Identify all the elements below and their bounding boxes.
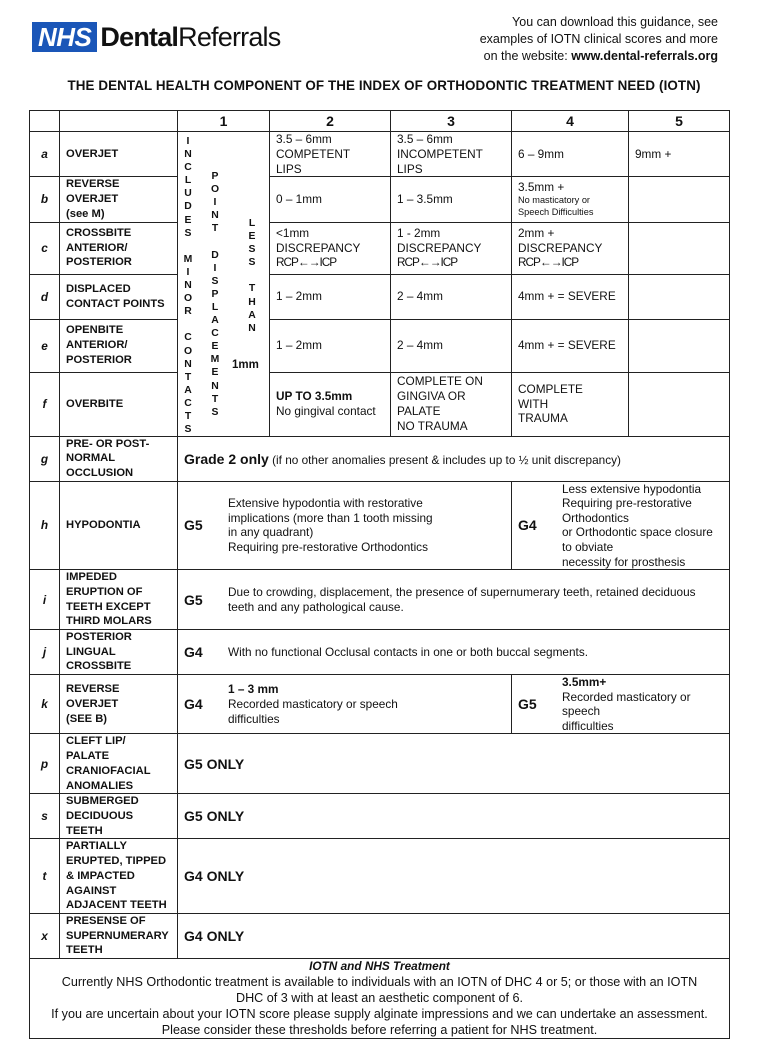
row-code: c <box>30 222 60 274</box>
table-row-d <box>30 274 730 319</box>
vertical-letter: I <box>213 262 217 274</box>
vertical-letter: R <box>184 306 192 318</box>
row-code: p <box>30 734 60 794</box>
condition-label: REVERSE OVERJET (see M) <box>60 177 178 222</box>
vertical-letter: T <box>184 371 192 383</box>
website-tagline <box>448 14 718 65</box>
grade-label: Grade 2 only <box>184 450 269 467</box>
vertical-letter: L <box>184 175 192 187</box>
table-row-g <box>30 436 730 481</box>
vertical-letter: S <box>211 275 219 287</box>
vertical-letter: I <box>186 136 190 147</box>
grade-label: G5 <box>518 696 537 713</box>
grade-label: G5 <box>184 517 203 534</box>
vertical-letter: E <box>184 214 192 226</box>
vertical-letter: O <box>210 184 220 196</box>
grade-header-5: 5 <box>629 111 730 132</box>
grade-5-cell <box>629 372 730 436</box>
vertical-letter: T <box>184 410 192 422</box>
grade-5-cell <box>629 177 730 222</box>
vertical-letter <box>208 235 222 248</box>
vertical-letter: S <box>184 227 192 239</box>
table-row-x <box>30 913 730 958</box>
vertical-letter: S <box>248 244 256 256</box>
vertical-letter: A <box>248 309 256 321</box>
vertical-letter: U <box>184 188 192 200</box>
nhs-dental-referrals-logo <box>32 22 280 52</box>
tagline-line-1: You can download this guidance, see <box>512 15 718 29</box>
grade-3-cell: 3.5 – 6mm INCOMPETENT LIPS <box>391 132 512 177</box>
condition-label: OPENBITE ANTERIOR/ POSTERIOR <box>60 319 178 372</box>
vertical-letter <box>181 240 195 253</box>
row-code: j <box>30 629 60 674</box>
tagline-line-2: examples of IOTN clinical scores and more <box>479 32 718 46</box>
condition-label: OVERBITE <box>60 372 178 436</box>
footer-row <box>30 959 730 1039</box>
vertical-letter: L <box>248 218 256 229</box>
vertical-letter: N <box>184 358 192 370</box>
row-code: d <box>30 274 60 319</box>
row-code: i <box>30 570 60 630</box>
grade-header-4: 4 <box>512 111 629 132</box>
grade-2-cell: 0 – 1mm <box>270 177 391 222</box>
vertical-letter: C <box>184 397 192 409</box>
grade-1-column <box>178 132 270 437</box>
grade-description <box>178 794 730 839</box>
vertical-letter: S <box>248 257 256 269</box>
vertical-letter <box>181 318 195 331</box>
condition-label: SUBMERGED DECIDUOUS TEETH <box>60 794 178 839</box>
grade-4-cell: 2mm + DISCREPANCY RCP←→ICP <box>512 222 629 274</box>
grade-3-cell: 2 – 4mm <box>391 319 512 372</box>
grade-label: G5 <box>184 591 203 608</box>
grade-header-row <box>30 111 730 132</box>
grade-description <box>178 436 730 481</box>
vertical-letter: N <box>184 149 192 161</box>
vertical-letter: A <box>184 384 192 396</box>
vertical-letter: S <box>211 406 219 418</box>
vertical-letter: N <box>248 322 256 334</box>
table-row-s <box>30 794 730 839</box>
footer-line-2: DHC of 3 with at least an aesthetic component of 6. <box>235 991 523 1006</box>
condition-label: DISPLACED CONTACT POINTS <box>60 274 178 319</box>
grade-5-cell: 9mm + <box>629 132 730 177</box>
row-code: b <box>30 177 60 222</box>
grade-description <box>178 913 730 958</box>
grade-label: G4 <box>518 517 537 534</box>
row-code: g <box>30 436 60 481</box>
row-code: h <box>30 481 60 570</box>
vertical-letter: N <box>211 210 219 222</box>
table-row-f <box>30 372 730 436</box>
grade-label: G5 ONLY <box>184 755 245 772</box>
footer-line-4: Please consider these thresholds before referring a patient for NHS treatment. <box>161 1023 598 1038</box>
grade-4-cell: 3.5mm + No masticatory or Speech Difficulties <box>512 177 629 222</box>
grade1-vertical-text-c <box>245 217 259 436</box>
vertical-letter: I <box>213 197 217 209</box>
vertical-letter: H <box>248 296 256 308</box>
grade-description <box>178 734 730 794</box>
table-row-h <box>30 481 730 570</box>
page-header <box>0 0 768 70</box>
grade-label: G4 <box>184 644 203 661</box>
brand-name <box>100 22 280 52</box>
iotn-table <box>29 110 730 1039</box>
grade-header-2: 2 <box>270 111 391 132</box>
vertical-letter: T <box>211 393 219 405</box>
grade1-vertical-text-b <box>208 170 222 436</box>
grade-2-cell: UP TO 3.5mm No gingival contact <box>270 372 391 436</box>
vertical-letter: S <box>184 424 192 436</box>
grade-header-3: 3 <box>391 111 512 132</box>
grade-right-description: G5 3.5mm+ Recorded masticatory or speech difficulties <box>512 675 730 734</box>
condition-label: HYPODONTIA <box>60 481 178 570</box>
condition-label: IMPEDED ERUPTION OF TEETH EXCEPT THIRD MOLARS <box>60 570 178 630</box>
condition-label: CROSSBITE ANTERIOR/ POSTERIOR <box>60 222 178 274</box>
row-code: f <box>30 372 60 436</box>
condition-label: POSTERIOR LINGUAL CROSSBITE <box>60 629 178 674</box>
grade-right-description: G4 Less extensive hypodontia Requiring pre-restorative Orthodontics or Orthodontic space closure to obviate necessity for prosthesis <box>512 481 730 570</box>
vertical-letter: T <box>248 283 256 295</box>
vertical-letter: E <box>248 231 256 243</box>
condition-label: CLEFT LIP/ PALATE CRANIOFACIAL ANOMALIES <box>60 734 178 794</box>
grade-note: (if no other anomalies present & includes up to ½ unit discrepancy) <box>272 452 621 467</box>
row-code: a <box>30 132 60 177</box>
vertical-letter: T <box>211 223 219 235</box>
tagline-line-3 <box>448 48 718 65</box>
condition-label: OVERJET <box>60 132 178 177</box>
table-row-i <box>30 570 730 630</box>
grade-description: G4 With no functional Occlusal contacts in one or both buccal segments. <box>178 629 730 674</box>
grade-2-cell: 1 – 2mm <box>270 274 391 319</box>
grade-4-cell: 4mm + = SEVERE <box>512 319 629 372</box>
grade-3-cell: 2 – 4mm <box>391 274 512 319</box>
table-row-j <box>30 629 730 674</box>
vertical-letter: O <box>183 293 193 305</box>
website-link[interactable]: www.dental-referrals.org <box>571 49 718 63</box>
vertical-letter: N <box>184 280 192 292</box>
row-code: k <box>30 675 60 734</box>
row-code: x <box>30 913 60 958</box>
grade-label: G4 <box>184 696 203 713</box>
grade-left-description: G5 Extensive hypodontia with restorative implications (more than 1 tooth missing in any quadrant) Requiring pre-restorative Orthodontics <box>178 481 512 570</box>
vertical-letter: I <box>186 266 190 278</box>
nhs-logo-mark: NHS <box>32 22 97 52</box>
vertical-letter: D <box>184 201 192 213</box>
grade-4-cell: COMPLETE WITH TRAUMA <box>512 372 629 436</box>
table-row-a <box>30 132 730 177</box>
vertical-letter <box>245 269 259 282</box>
condition-label: PRESENSE OF SUPERNUMERARY TEETH <box>60 913 178 958</box>
row-code: s <box>30 794 60 839</box>
header-empty-condition <box>60 111 178 132</box>
footer-line-3: If you are uncertain about your IOTN score please supply alginate impressions and we can undertake an assessment. <box>51 1007 708 1022</box>
grade-5-cell <box>629 319 730 372</box>
grade-3-cell: 1 - 2mm DISCREPANCY RCP←→ICP <box>391 222 512 274</box>
grade-header-1: 1 <box>178 111 270 132</box>
footer-line-1: Currently NHS Orthodontic treatment is available to individuals with an IOTN of DHC 4 or 5; or those with an IOTN <box>61 975 698 990</box>
brand-dental: Dental <box>100 22 179 52</box>
table-row-c <box>30 222 730 274</box>
grade-3-cell: COMPLETE ON GINGIVA OR PALATE NO TRAUMA <box>391 372 512 436</box>
row-code: t <box>30 839 60 914</box>
table-row-k <box>30 675 730 734</box>
vertical-letter: D <box>211 249 219 261</box>
vertical-letter: P <box>211 171 219 182</box>
grade-5-cell <box>629 222 730 274</box>
header-empty-code <box>30 111 60 132</box>
grade-description <box>178 839 730 914</box>
grade1-vertical-text-a <box>181 135 195 436</box>
row-code: e <box>30 319 60 372</box>
brand-referrals: Referrals <box>178 22 281 52</box>
grade-3-cell: 1 – 3.5mm <box>391 177 512 222</box>
grade-4-cell: 4mm + = SEVERE <box>512 274 629 319</box>
page-title: THE DENTAL HEALTH COMPONENT OF THE INDEX OF ORTHODONTIC TREATMENT NEED (IOTN) <box>67 78 701 93</box>
nhs-treatment-note <box>30 959 730 1039</box>
vertical-letter: C <box>184 332 192 344</box>
vertical-letter: L <box>211 301 219 313</box>
vertical-letter: A <box>211 315 219 327</box>
grade-description: G5 Due to crowding, displacement, the presence of supernumerary teeth, retained deciduous teeth and any pathological cause. <box>178 570 730 630</box>
vertical-letter: M <box>210 354 220 366</box>
grade-2-cell: 1 – 2mm <box>270 319 391 372</box>
grade-2-cell: 3.5 – 6mm COMPETENT LIPS <box>270 132 391 177</box>
condition-label: PARTIALLY ERUPTED, TIPPED & IMPACTED AGAINST ADJACENT TEETH <box>60 839 178 914</box>
tagline-prefix: on the website: <box>483 49 572 63</box>
vertical-letter: N <box>211 380 219 392</box>
vertical-letter: E <box>211 367 219 379</box>
grade-label: G5 ONLY <box>184 808 245 825</box>
table-row-p <box>30 734 730 794</box>
grade-left-description: G4 1 – 3 mm Recorded masticatory or speech difficulties <box>178 675 512 734</box>
vertical-letter: E <box>211 341 219 353</box>
footer-heading: IOTN and NHS Treatment <box>309 959 450 974</box>
vertical-letter: C <box>184 162 192 174</box>
grade-5-cell <box>629 274 730 319</box>
vertical-letter: M <box>183 253 193 265</box>
table-row-b <box>30 177 730 222</box>
condition-label: REVERSE OVERJET (SEE B) <box>60 675 178 734</box>
grade-label: G4 ONLY <box>184 927 245 944</box>
vertical-letter: C <box>211 328 219 340</box>
grade-2-cell: <1mm DISCREPANCY RCP←→ICP <box>270 222 391 274</box>
condition-label: PRE- OR POST- NORMAL OCCLUSION <box>60 436 178 481</box>
vertical-letter: O <box>183 345 193 357</box>
table-row-t <box>30 839 730 914</box>
grade1-suffix: 1mm <box>232 359 259 371</box>
grade-label: G4 ONLY <box>184 868 245 885</box>
table-row-e <box>30 319 730 372</box>
grade-4-cell: 6 – 9mm <box>512 132 629 177</box>
vertical-letter: P <box>211 288 219 300</box>
